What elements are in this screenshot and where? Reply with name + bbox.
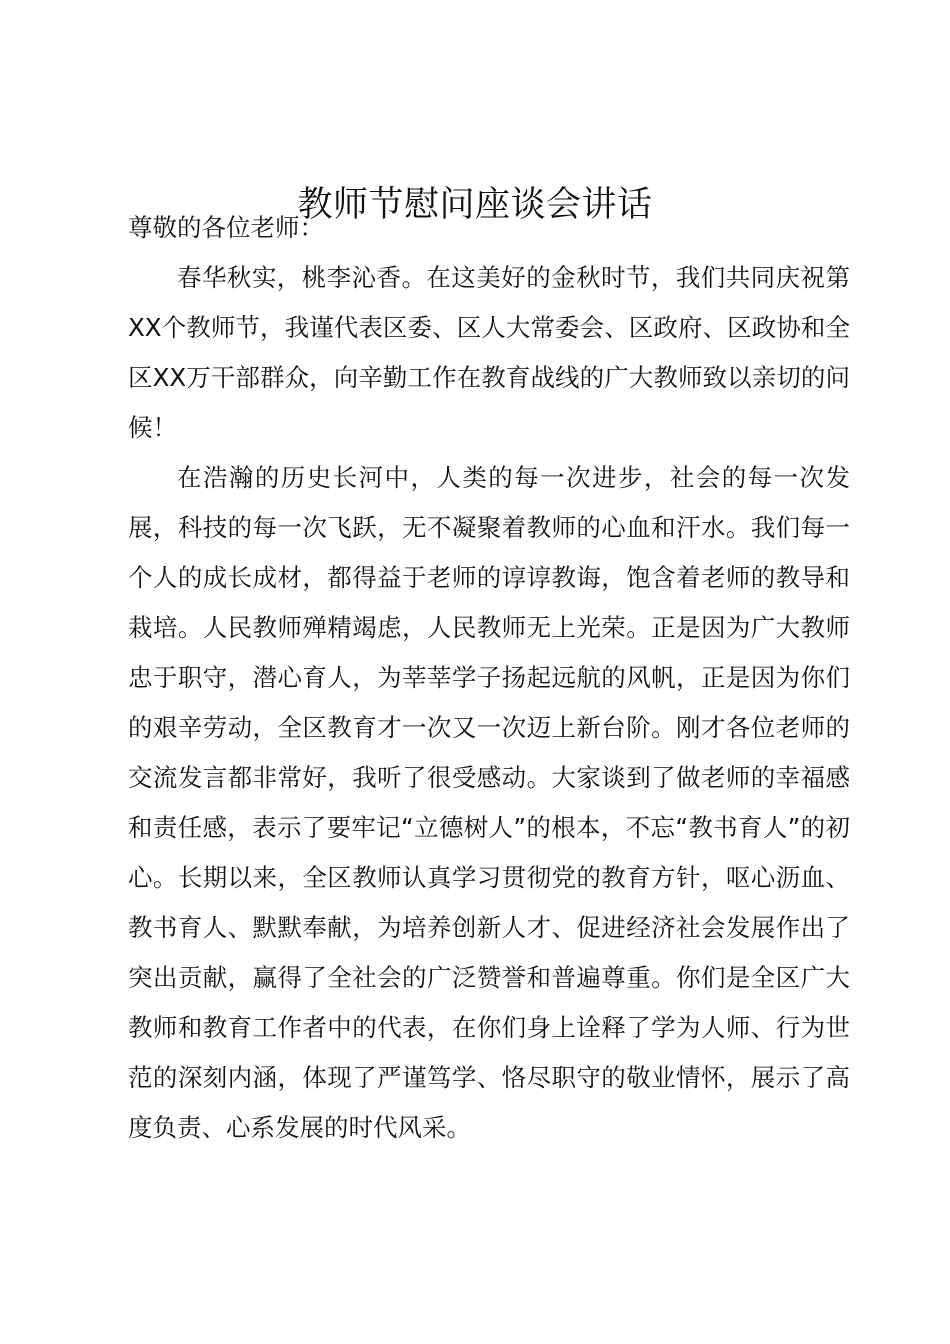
paragraph-greeting: 春华秋实，桃李沁香。在这美好的金秋时节，我们共同庆祝第XX个教师节，我谨代表区委、区人大常委会、区政府、区政协和全区XX万干部群众，向辛勤工作在教育战线的广大教师致以亲切的问候！ — [128, 263, 850, 442]
paragraph-tribute: 在浩瀚的历史长河中，人类的每一次进步，社会的每一次发展，科技的每一次飞跃，无不凝聚着教师的心血和汗水。我们每一个人的成长成材，都得益于老师的谆谆教诲，饱含着老师的教导和栽培。人民教师殚精竭虑，人民教师无上光荣。正是因为广大教师忠于职守，潜心育人，为莘莘学子扬起远航的风帆，正是因为你们的艰辛劳动，全区教育才一次又一次迈上新台阶。刚才各位老师的交流发言都非常好，我听了很受感动。大家谈到了做老师的幸福感和责任感，表示了要牢记“立德树人”的根本，不忘“教书育人”的初心。长期以来，全区教师认真学习贯彻党的教育方针，呕心沥血、教书育人、默默奉献，为培养创新人才、促进经济社会发展作出了突出贡献，赢得了全社会的广泛赞誉和普遍尊重。你们是全区广大教师和教育工作者中的代表，在你们身上诠释了学为人师、行为世范的深刻内涵，体现了严谨笃学、恪尽职守的敬业情怀，展示了高度负责、心系发展的时代风采。 — [128, 463, 850, 1142]
salutation: 尊敬的各位老师： — [128, 213, 324, 242]
page-title: 教师节慰问座谈会讲话 — [297, 185, 653, 225]
document-body — [128, 203, 850, 1153]
